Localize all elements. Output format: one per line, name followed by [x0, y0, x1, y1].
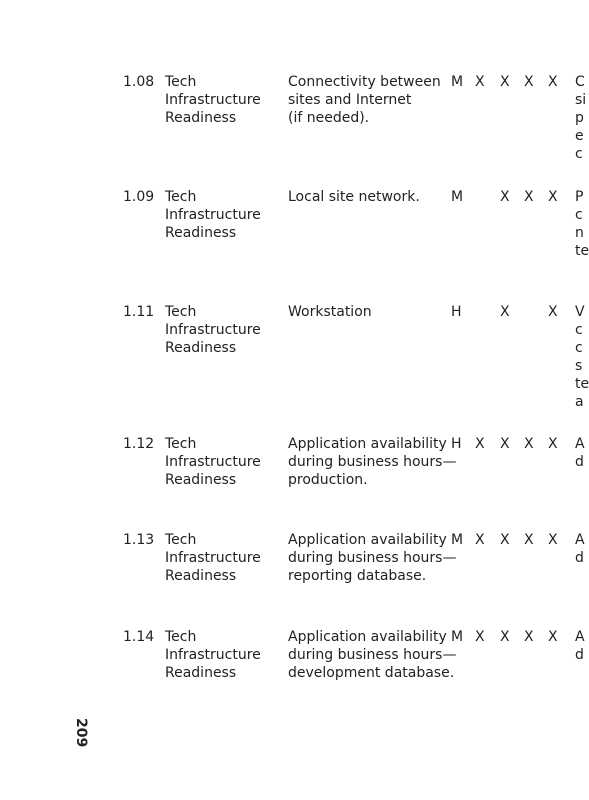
note-cell-clipped: C si p e c	[575, 74, 587, 162]
description-cell: Application availability during business hours— production.	[288, 436, 457, 488]
mark-cell: X	[500, 532, 510, 548]
mark-cell: X	[500, 74, 510, 90]
priority-cell: H	[451, 304, 462, 320]
description-cell: Application availability during business hours— development database.	[288, 629, 457, 681]
category-cell: Tech Infrastructure Readiness	[165, 436, 261, 488]
mark-cell: X	[524, 74, 534, 90]
mark-cell: X	[548, 532, 558, 548]
description-cell: Local site network.	[288, 189, 420, 205]
note-cell-clipped: V c c s te a	[575, 304, 589, 410]
mark-cell: X	[475, 629, 485, 645]
mark-cell: X	[548, 304, 558, 320]
priority-cell: M	[451, 629, 464, 645]
item-number: 1.12	[123, 436, 155, 452]
mark-cell: X	[548, 189, 558, 205]
item-number: 1.09	[123, 189, 155, 205]
category-cell: Tech Infrastructure Readiness	[165, 74, 261, 126]
item-number: 1.14	[123, 629, 155, 645]
priority-cell: M	[451, 532, 464, 548]
mark-cell: X	[524, 629, 534, 645]
description-cell: Application availability during business hours— reporting database.	[288, 532, 457, 584]
page-number: 209	[73, 718, 89, 748]
note-cell-clipped: A d	[575, 629, 585, 663]
category-cell: Tech Infrastructure Readiness	[165, 304, 261, 356]
mark-cell: X	[524, 436, 534, 452]
mark-cell: X	[548, 629, 558, 645]
mark-cell: X	[475, 532, 485, 548]
note-cell-clipped: P c n te	[575, 189, 589, 259]
item-number: 1.08	[123, 74, 155, 90]
mark-cell: X	[524, 189, 534, 205]
priority-cell: M	[451, 189, 464, 205]
description-cell: Connectivity between sites and Internet (if needed).	[288, 74, 441, 126]
mark-cell: X	[548, 74, 558, 90]
mark-cell: X	[548, 436, 558, 452]
mark-cell: X	[475, 436, 485, 452]
mark-cell: X	[500, 189, 510, 205]
mark-cell: X	[500, 629, 510, 645]
note-cell-clipped: A d	[575, 532, 585, 566]
category-cell: Tech Infrastructure Readiness	[165, 532, 261, 584]
priority-cell: H	[451, 436, 462, 452]
mark-cell: X	[500, 304, 510, 320]
mark-cell: X	[500, 436, 510, 452]
description-cell: Workstation	[288, 304, 372, 320]
mark-cell: X	[475, 74, 485, 90]
note-cell-clipped: A d	[575, 436, 585, 470]
category-cell: Tech Infrastructure Readiness	[165, 189, 261, 241]
mark-cell: X	[524, 532, 534, 548]
category-cell: Tech Infrastructure Readiness	[165, 629, 261, 681]
item-number: 1.11	[123, 304, 155, 320]
item-number: 1.13	[123, 532, 155, 548]
priority-cell: M	[451, 74, 464, 90]
